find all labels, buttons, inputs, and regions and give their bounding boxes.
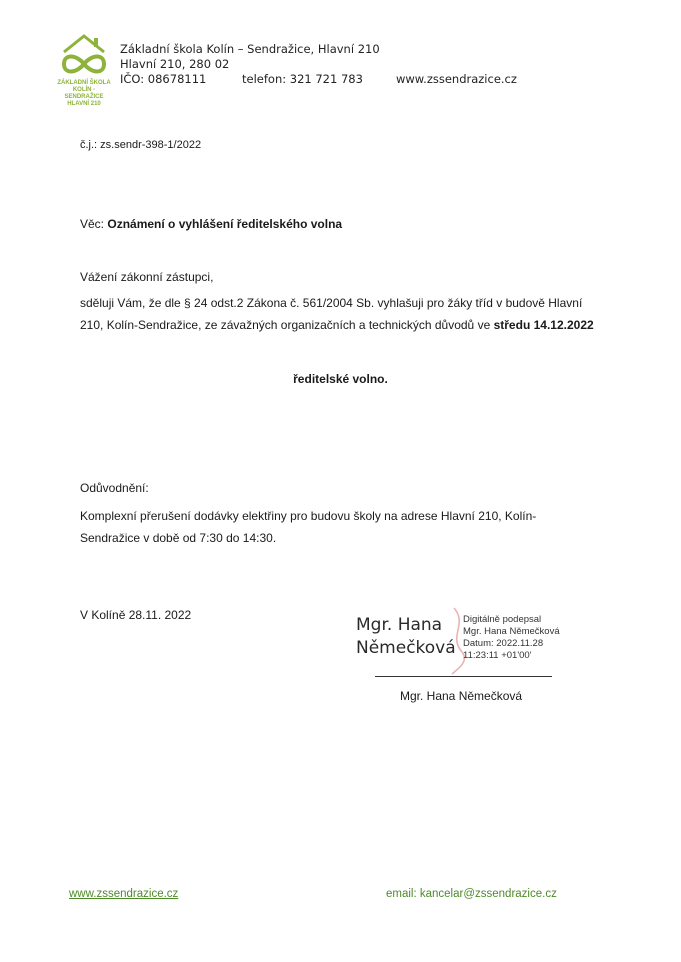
body-date: středu 14.12.2022	[493, 318, 594, 332]
subject-title: Oznámení o vyhlášení ředitelského volna	[107, 217, 343, 231]
school-web[interactable]: www.zssendrazice.cz	[396, 72, 517, 86]
salutation: Vážení zákonní zástupci,	[80, 270, 214, 284]
body-paragraph	[80, 292, 620, 336]
announcement: ředitelské volno.	[293, 372, 388, 386]
subject-line	[80, 213, 342, 235]
place-date: V Kolíně 28.11. 2022	[80, 608, 192, 622]
body-line-2-text: 210, Kolín-Sendražice, ze závažných organizačních a technických důvodů ve	[80, 318, 491, 332]
school-logo-icon	[54, 30, 114, 82]
justification-line-2: Sendražice v době od 7:30 do 14:30.	[80, 531, 277, 545]
school-ico: IČO: 08678111	[120, 72, 207, 86]
signature-name-line1: Mgr. Hana	[356, 615, 443, 635]
justification-heading: Odůvodnění:	[80, 481, 149, 495]
justification-line-1: Komplexní přerušení dodávky elektřiny pro budovu školy na adrese Hlavní 210, Kolín-	[80, 509, 537, 523]
justification-text	[80, 505, 620, 549]
subject-prefix: Věc:	[80, 217, 105, 231]
signature-printed-name: Mgr. Hana Němečková	[400, 689, 523, 703]
signature-name-line2: Němečková	[356, 638, 456, 658]
logo-text-line2: KOLÍN - SENDRAŽICE	[64, 87, 104, 100]
signature-meta-1: Digitálně podepsal	[463, 614, 542, 625]
school-phone: telefon: 321 721 783	[242, 72, 363, 86]
digital-signature	[356, 612, 576, 672]
footer-email[interactable]: email: kancelar@zssendrazice.cz	[386, 888, 557, 900]
body-line-1: sděluji Vám, že dle § 24 odst.2 Zákona č. 561/2004 Sb. vyhlašuji pro žáky tříd v budově Hlavní	[80, 296, 583, 310]
signature-meta-4: 11:23:11 +01'00'	[463, 650, 532, 661]
logo-text	[54, 80, 114, 108]
footer-web-link[interactable]: www.zssendrazice.cz	[69, 888, 179, 900]
logo-text-line3: HLAVNÍ 210	[67, 101, 101, 107]
reference-number: č.j.: zs.sendr-398-1/2022	[80, 139, 202, 151]
signature-meta-2: Mgr. Hana Němečková	[463, 626, 560, 637]
school-address: Hlavní 210, 280 02	[120, 57, 230, 71]
school-name: Základní škola Kolín – Sendražice, Hlavní 210	[120, 42, 380, 56]
signature-meta	[463, 614, 560, 662]
logo-text-line1: ZÁKLADNÍ ŠKOLA	[57, 80, 111, 86]
signature-line	[375, 676, 552, 677]
signature-meta-3: Datum: 2022.11.28	[463, 638, 544, 649]
body-line-2	[80, 314, 620, 336]
